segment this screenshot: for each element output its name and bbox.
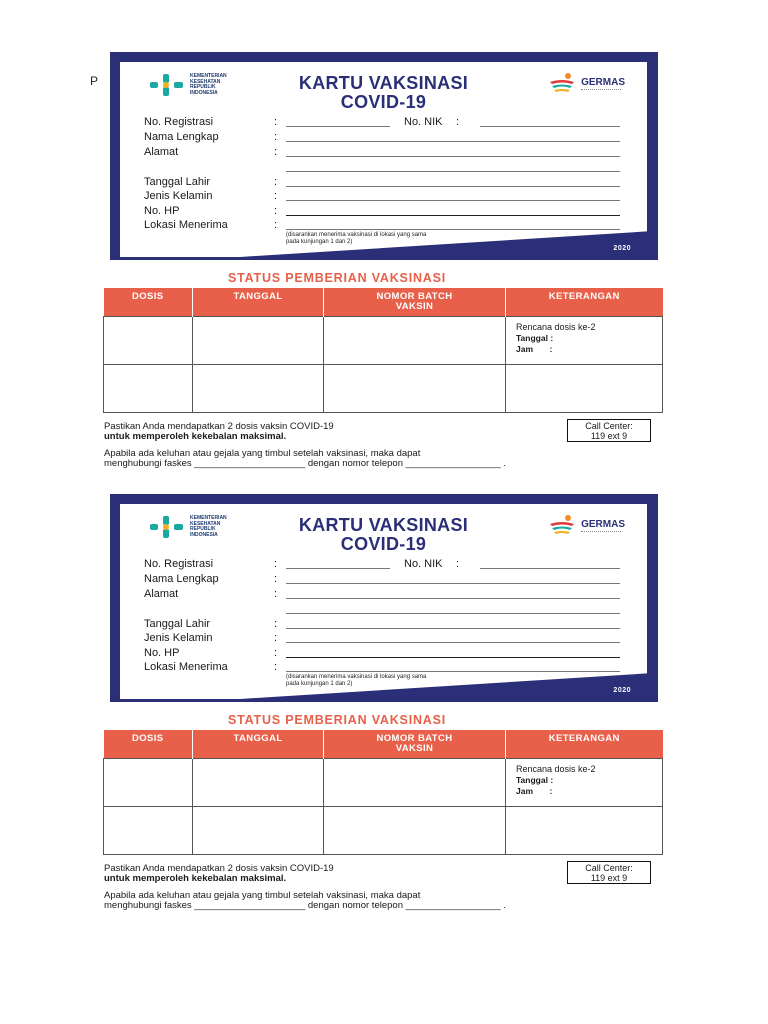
label-no-nik: No. NIK	[404, 116, 443, 128]
card-title-line1: KARTU VAKSINASI	[298, 515, 469, 535]
dose-reminder-line1: Pastikan Anda mendapatkan 2 dosis vaksin COVID-19	[104, 863, 334, 874]
card-title-line2: COVID-19	[340, 534, 427, 554]
header-tanggal: TANGGAL	[193, 730, 324, 758]
input-line-no-registrasi[interactable]	[286, 126, 390, 127]
cell-nomor-batch[interactable]	[324, 316, 506, 364]
complaint-line2: menghubungi faskes _____________________ dengan nomor telepon __________________ .	[104, 900, 506, 911]
org-name-line: REPUBLIK	[190, 526, 216, 532]
cell-keterangan[interactable]	[506, 758, 663, 806]
table-row	[104, 316, 663, 364]
header-tanggal: TANGGAL	[193, 288, 324, 316]
germas-logo-group	[548, 72, 625, 96]
colon: :	[274, 661, 278, 673]
org-name-line: KEMENTERIAN	[190, 73, 227, 79]
keterangan-jam: Jam :	[516, 785, 553, 796]
cell-nomor-batch[interactable]	[324, 364, 506, 412]
input-line-no-nik[interactable]	[480, 568, 620, 569]
call-center-number: 119 ext 9	[590, 431, 628, 441]
label-alamat: Alamat	[144, 588, 179, 600]
germas-text-group	[581, 77, 625, 92]
cell-tanggal[interactable]	[193, 806, 324, 854]
dose-reminder-line2: untuk memperoleh kekebalan maksimal.	[104, 873, 287, 884]
germas-logo-icon	[548, 514, 578, 538]
header-nomor-batch-line1: NOMOR BATCH	[376, 733, 453, 744]
cell-keterangan[interactable]	[506, 316, 663, 364]
colon: :	[274, 190, 278, 202]
input-line-alamat-1[interactable]	[286, 156, 620, 157]
input-line-no-hp[interactable]	[286, 215, 620, 216]
label-jenis-kelamin: Jenis Kelamin	[144, 632, 213, 644]
dose-reminder-paragraph	[104, 864, 334, 884]
label-tanggal-lahir: Tanggal Lahir	[144, 176, 211, 188]
germas-tagline	[581, 89, 621, 92]
table-row	[104, 364, 663, 412]
cell-dosis[interactable]	[104, 806, 193, 854]
complaint-paragraph	[104, 891, 664, 911]
location-note	[286, 674, 426, 688]
header-nomor-batch-vaksin	[324, 730, 506, 758]
colon: :	[274, 647, 278, 659]
input-line-nama-lengkap[interactable]	[286, 141, 620, 142]
cell-dosis[interactable]	[104, 364, 193, 412]
card-title-line2: COVID-19	[340, 92, 427, 112]
keterangan-tanggal: Tanggal :	[516, 332, 554, 343]
input-line-jenis-kelamin[interactable]	[286, 200, 620, 201]
vaccination-card	[110, 494, 658, 702]
germas-label: GERMAS	[581, 518, 625, 530]
location-note-line: (disarankan menerima vaksinasi di lokasi yang sama	[286, 674, 427, 680]
vaccination-card-block-2	[0, 494, 768, 934]
label-no-hp: No. HP	[144, 205, 180, 217]
card-body	[120, 62, 647, 257]
dose-reminder-line2: untuk memperoleh kekebalan maksimal.	[104, 431, 287, 442]
keterangan-jam: Jam :	[516, 343, 553, 354]
status-table	[103, 730, 663, 855]
complaint-line1: Apabila ada keluhan atau gejala yang timbul setelah vaksinasi, maka dapat	[104, 448, 421, 459]
cell-tanggal[interactable]	[193, 364, 324, 412]
org-name-line: INDONESIA	[190, 89, 218, 96]
germas-logo-icon	[548, 72, 578, 96]
colon: :	[456, 116, 460, 128]
card-year: 2020	[613, 687, 631, 694]
germas-text-group	[581, 519, 625, 534]
input-line-lokasi-menerima[interactable]	[286, 671, 620, 672]
keterangan-rencana: Rencana dosis ke-2	[516, 321, 596, 332]
header-nomor-batch-vaksin	[324, 288, 506, 316]
cell-keterangan[interactable]	[506, 364, 663, 412]
label-no-nik: No. NIK	[404, 558, 443, 570]
card-body	[120, 504, 647, 699]
card-year: 2020	[613, 245, 631, 252]
germas-label: GERMAS	[581, 76, 625, 88]
label-lokasi-menerima: Lokasi Menerima	[144, 219, 228, 231]
input-line-lokasi-menerima[interactable]	[286, 229, 620, 230]
complaint-line2: menghubungi faskes _____________________ dengan nomor telepon __________________ .	[104, 458, 506, 469]
label-no-registrasi: No. Registrasi	[144, 558, 214, 570]
cell-keterangan[interactable]	[506, 806, 663, 854]
call-center-number: 119 ext 9	[590, 873, 628, 883]
status-title: STATUS PEMBERIAN VAKSINASI	[228, 271, 447, 285]
input-line-nama-lengkap[interactable]	[286, 583, 620, 584]
input-line-no-nik[interactable]	[480, 126, 620, 127]
call-center-label: Call Center:	[585, 421, 633, 431]
dose-reminder-paragraph	[104, 422, 334, 442]
label-nama-lengkap: Nama Lengkap	[144, 131, 219, 143]
complaint-line1: Apabila ada keluhan atau gejala yang timbul setelah vaksinasi, maka dapat	[104, 890, 421, 901]
label-no-registrasi: No. Registrasi	[144, 116, 214, 128]
input-line-alamat-2[interactable]	[286, 171, 620, 172]
location-note-line: pada kunjungan 1 dan 2)	[286, 681, 353, 687]
colon: :	[274, 618, 278, 630]
header-keterangan: KETERANGAN	[506, 288, 663, 316]
org-name-line: KESEHATAN	[190, 78, 221, 85]
colon: :	[274, 558, 278, 570]
input-line-jenis-kelamin[interactable]	[286, 642, 620, 643]
colon: :	[274, 131, 278, 143]
header-nomor-batch-line2: VAKSIN	[395, 743, 434, 754]
cell-dosis[interactable]	[104, 758, 193, 806]
org-name-line: KEMENTERIAN	[190, 515, 227, 521]
input-line-no-registrasi[interactable]	[286, 568, 390, 569]
cell-tanggal[interactable]	[193, 758, 324, 806]
complaint-paragraph	[104, 449, 664, 469]
label-tanggal-lahir: Tanggal Lahir	[144, 618, 211, 630]
cell-nomor-batch[interactable]	[324, 806, 506, 854]
cell-tanggal[interactable]	[193, 316, 324, 364]
label-no-hp: No. HP	[144, 647, 180, 659]
label-nama-lengkap: Nama Lengkap	[144, 573, 219, 585]
colon: :	[274, 632, 278, 644]
vaccination-card	[110, 52, 658, 260]
call-center-box	[567, 419, 651, 442]
keterangan-tanggal: Tanggal :	[516, 774, 554, 785]
card-title-line1: KARTU VAKSINASI	[298, 73, 469, 93]
input-line-no-hp[interactable]	[286, 657, 620, 658]
call-center-label: Call Center:	[585, 863, 633, 873]
location-note-line: (disarankan menerima vaksinasi di lokasi yang sama	[286, 232, 427, 238]
germas-logo-group	[548, 514, 625, 538]
colon: :	[274, 146, 278, 158]
status-table-header-row	[104, 730, 663, 758]
label-lokasi-menerima: Lokasi Menerima	[144, 661, 228, 673]
status-table	[103, 288, 663, 413]
colon: :	[274, 588, 278, 600]
vaccination-card-block-1	[0, 52, 768, 492]
header-dosis: DOSIS	[104, 730, 193, 758]
org-name-line: KESEHATAN	[190, 520, 221, 527]
org-name-line: INDONESIA	[190, 531, 218, 538]
header-nomor-batch-line1: NOMOR BATCH	[376, 291, 453, 302]
call-center-box	[567, 861, 651, 884]
cell-dosis[interactable]	[104, 316, 193, 364]
colon: :	[274, 219, 278, 231]
org-name-line: REPUBLIK	[190, 84, 216, 90]
table-row	[104, 806, 663, 854]
input-line-alamat-1[interactable]	[286, 598, 620, 599]
header-dosis: DOSIS	[104, 288, 193, 316]
colon: :	[274, 176, 278, 188]
input-line-alamat-2[interactable]	[286, 613, 620, 614]
colon: :	[274, 573, 278, 585]
label-alamat: Alamat	[144, 146, 179, 158]
header-nomor-batch-line2: VAKSIN	[395, 301, 434, 312]
colon: :	[274, 205, 278, 217]
table-row	[104, 758, 663, 806]
input-line-tanggal-lahir[interactable]	[286, 628, 620, 629]
cell-nomor-batch[interactable]	[324, 758, 506, 806]
label-jenis-kelamin: Jenis Kelamin	[144, 190, 213, 202]
status-title: STATUS PEMBERIAN VAKSINASI	[228, 713, 447, 727]
keterangan-rencana: Rencana dosis ke-2	[516, 763, 596, 774]
colon: :	[456, 558, 460, 570]
dose-reminder-line1: Pastikan Anda mendapatkan 2 dosis vaksin COVID-19	[104, 421, 334, 432]
stray-character: P	[90, 74, 99, 88]
location-note	[286, 232, 426, 246]
location-note-line: pada kunjungan 1 dan 2)	[286, 239, 353, 245]
header-keterangan: KETERANGAN	[506, 730, 663, 758]
germas-tagline	[581, 531, 621, 534]
status-table-header-row	[104, 288, 663, 316]
colon: :	[274, 116, 278, 128]
input-line-tanggal-lahir[interactable]	[286, 186, 620, 187]
